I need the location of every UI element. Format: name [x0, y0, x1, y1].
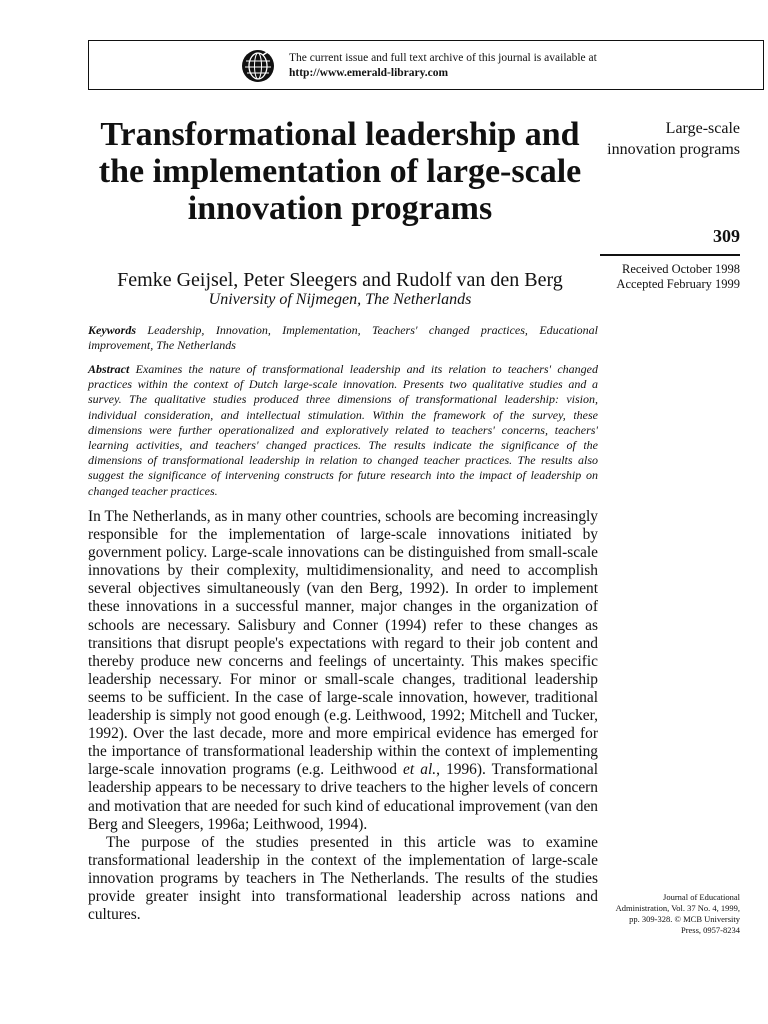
- body-text-run: , 1996). Transformational leadership appears to be necessary to drive teachers to the higher levels of concern and motivation that are needed for such kind of educational improvement (van den Berg and Sleegers, 1996a; Leithwood, 1994).: [88, 761, 598, 833]
- body-paragraph: [88, 508, 598, 834]
- abstract-label: Abstract: [88, 362, 130, 376]
- banner-line: The current issue and full text archive of this journal is available at: [289, 52, 597, 64]
- abstract-block: [88, 362, 598, 499]
- received-date: Received October 1998: [621, 262, 740, 276]
- page-number: 309: [713, 226, 740, 246]
- journal-line: Press, 0957-8234: [680, 925, 740, 935]
- body-italic-run: et al.: [403, 761, 437, 779]
- sidebar-divider: [600, 254, 740, 256]
- accepted-date: Accepted February 1999: [616, 277, 740, 291]
- journal-access-banner: [88, 40, 764, 90]
- keywords-text: Leadership, Innovation, Implementation, Teachers' changed practices, Educational improvement, The Netherlands: [88, 323, 599, 352]
- keywords-block: [88, 323, 598, 353]
- banner-url-link[interactable]: http://www.emerald-library.com: [289, 67, 449, 79]
- submission-dates: [600, 262, 740, 292]
- journal-line: Journal of Educational: [663, 892, 740, 902]
- journal-line: pp. 309-328. © MCB University: [629, 914, 740, 924]
- keywords-label: Keywords: [88, 323, 136, 337]
- body-text-run: In The Netherlands, as in many other countries, schools are becoming increasingly responsible for the implementation of large-scale innovations initiated by government policy. Large-scale innovations can be distinguished from small-scale innovations by their complexity, multidimensionality, and need to accomplish several objectives simultaneously (van den Berg, 1992). In order to implement these innovations in a successful manner, major changes in the organization of schools are necessary. Salisbury and Conner (1994) refer to these changes as transitions that disrupt people's expectations with regard to their job content and thereby produce new concerns and feelings of uncertainty. This makes specific leadership necessary. For minor or small-scale changes, traditional leadership seems to be sufficient. In the case of large-scale innovation, however, traditional leadership is simply not good enough (e.g. Leithwood, 1992; Mitchell and Tucker, 1992). Over the last decade, more and more empirical evidence has emerged for the importance of transformational leadership within the context of implementing large-scale innovation programs (e.g. Leithwood: [88, 508, 598, 779]
- journal-line: Administration, Vol. 37 No. 4, 1999,: [615, 903, 740, 913]
- author-affiliation: University of Nijmegen, The Netherlands: [208, 291, 472, 308]
- globe-icon: [241, 49, 275, 83]
- abstract-text: Examines the nature of transformational leadership and its relation to teachers' changed practices within the context of Dutch large-scale innovation. Presents two qualitative studies and a survey. The qualitative studies produced three dimensions of transformational leadership: vision, individual consideration, and intellectual stimulation. Within the framework of the survey, these dimensions were further operationalized and exploratively related to teachers' concerns, teachers' learning activities, and teachers' changed practices. The results indicate the significance of the dimensions of transformational leadership in relation to changed teacher practices. The results also suggest the significance of intervening constructs for future research into the impact of leadership on changed teacher practices.: [88, 362, 599, 498]
- article-body: [88, 508, 598, 924]
- banner-text: [289, 51, 597, 81]
- article-title: Transformational leadership and the implementation of large-scale innovation programs: [98, 116, 582, 227]
- journal-citation: [600, 892, 740, 936]
- body-paragraph: The purpose of the studies presented in this article was to examine transformational leadership in the context of the implementation of large-scale innovation programs by teachers in The Netherlands. The results of the studies provide greater insight into transformational leadership across nations and cultures.: [88, 833, 598, 924]
- running-title: Large-scale innovation programs: [607, 120, 740, 158]
- article-authors: Femke Geijsel, Peter Sleegers and Rudolf van den Berg: [117, 269, 563, 291]
